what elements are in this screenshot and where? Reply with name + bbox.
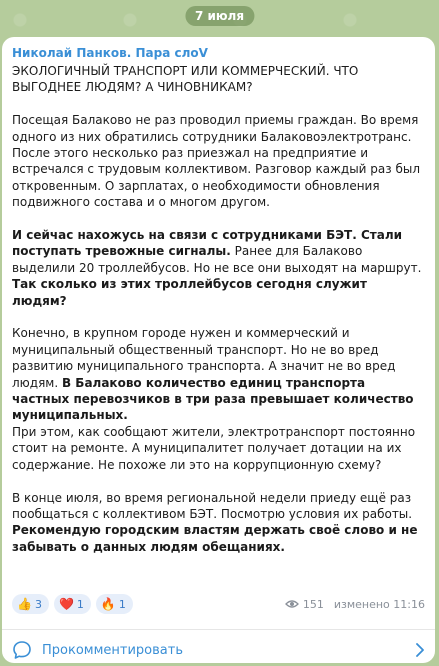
comment-button[interactable] [12, 637, 425, 663]
bold-text: Рекомендую городским властям держать своё слово и не забывать о данных людям обещаниях. [12, 523, 418, 554]
reaction-count: 1 [118, 597, 126, 611]
thumbs-up-icon: 👍 [17, 597, 32, 611]
reaction-count: 1 [76, 597, 84, 611]
heart-icon: ❤️ [58, 597, 74, 611]
message-bubble [2, 37, 435, 663]
chevron-right-icon [415, 643, 425, 657]
post-headline: ЭКОЛОГИЧНЫЙ ТРАНСПОРТ ИЛИ КОММЕРЧЕСКИЙ. ЧТО ВЫГОДНЕЕ ЛЮДЯМ? А ЧИНОВНИКАМ? [12, 64, 359, 95]
comment-label: Прокомментировать [42, 642, 183, 658]
normal-text: Конечно, в крупном городе нужен и коммерческий и муниципальный общественный транспорт. Но не во вред развитию муниципального транспорта. А значит не во вред людям. [12, 326, 396, 390]
divider [2, 629, 435, 630]
message-footer [12, 592, 425, 616]
normal-text: Ранее для Балаково выделили 20 троллейбусов. Но не все они выходят на маршрут. [12, 244, 422, 275]
reaction-count: 3 [34, 597, 42, 611]
view-count: 151 [302, 597, 324, 611]
message-text [12, 63, 425, 555]
channel-author-name[interactable]: Николай Панков. Пара слоV [12, 46, 208, 60]
reaction-fire[interactable] [96, 594, 133, 614]
bold-text: Так сколько из этих троллейбусов сегодня служит людям? [12, 277, 367, 308]
comment-icon [12, 640, 32, 660]
edited-timestamp: изменено 11:16 [333, 597, 425, 611]
normal-text: В конце июля, во время региональной недели приеду ещё раз пообщаться с коллективом БЭТ. Посмотрю условия их работы. [12, 490, 413, 521]
bold-text: В Балаково количество единиц транспорта частных перевозчиков в три раза превышает количество муниципальных. [12, 375, 414, 423]
date-separator: 7 июля [185, 6, 254, 26]
post-paragraph-2 [12, 227, 425, 309]
eye-icon [285, 599, 299, 609]
fire-icon: 🔥 [100, 597, 116, 611]
bold-text: И сейчас нахожусь на связи с сотрудниками БЭТ. Стали поступать тревожные сигналы. [12, 228, 403, 259]
post-paragraph-1: Посещая Балаково не раз проводил приемы граждан. Во время одного из них обратились сотрудники Балаковоэлектротранс. После этого несколько раз приезжал на предприятие и встречался с трудовым коллективом. Разговор каждый раз был откровенным. О зарплатах, о необходимости обновления подвижного состава и о многом другом. [12, 113, 420, 210]
post-paragraph-5 [12, 490, 425, 556]
post-paragraph-3 [12, 325, 425, 423]
message-meta [285, 598, 425, 611]
reaction-thumbs-up[interactable] [12, 594, 49, 614]
post-paragraph-4: При этом, как сообщают жители, электротранспорт постоянно стоит на ремонте. А муниципалитет получает дотации на их содержание. Не похоже ли это на коррупционную схему? [12, 424, 416, 472]
reaction-heart[interactable] [54, 594, 91, 614]
